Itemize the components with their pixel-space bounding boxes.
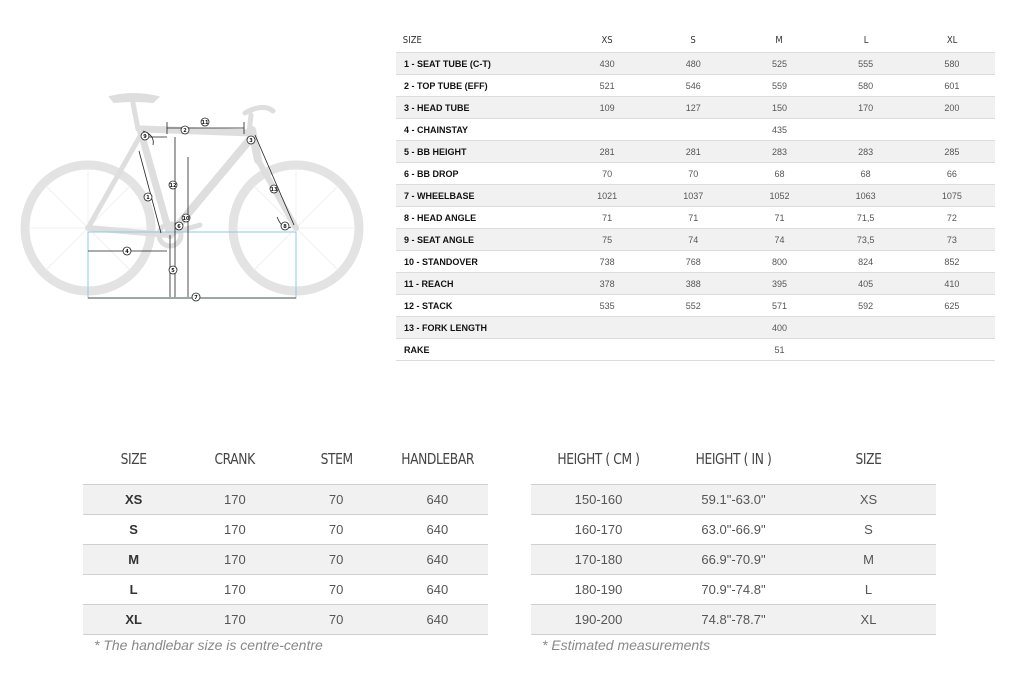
components-row: [83, 605, 488, 635]
components-value: 170: [184, 515, 285, 545]
marker-12: [169, 181, 177, 189]
geometry-value: 768: [650, 251, 736, 273]
fit-value: XS: [801, 485, 936, 515]
geometry-value: 71,5: [823, 207, 909, 229]
marker-8: [281, 222, 289, 230]
geometry-value: 283: [823, 141, 909, 163]
bike-geometry-diagram: [15, 85, 375, 310]
fit-value: 59.1"-63.0": [666, 485, 801, 515]
fit-value: 180-190: [531, 575, 666, 605]
geometry-row: [396, 163, 995, 185]
geometry-value: 521: [564, 75, 650, 97]
geometry-value: 800: [736, 251, 822, 273]
components-value: 170: [184, 485, 285, 515]
components-size: XL: [83, 605, 184, 635]
geometry-value: 388: [650, 273, 736, 295]
geometry-row: [396, 75, 995, 97]
geometry-header-l: L: [829, 28, 902, 53]
fit-value: 150-160: [531, 485, 666, 515]
fit-value: 170-180: [531, 545, 666, 575]
geometry-value: 1021: [564, 185, 650, 207]
svg-text:10: 10: [182, 215, 190, 222]
geometry-value: 601: [909, 75, 995, 97]
fit-value: XL: [801, 605, 936, 635]
fit-value: S: [801, 515, 936, 545]
components-row: [83, 545, 488, 575]
svg-text:5: 5: [171, 267, 175, 274]
fit-value: 190-200: [531, 605, 666, 635]
marker-5: [169, 266, 177, 274]
components-value: 70: [286, 485, 387, 515]
geometry-row-label: 10 - STANDOVER: [396, 251, 564, 273]
components-value: 70: [286, 605, 387, 635]
geometry-row: [396, 339, 995, 361]
svg-text:7: 7: [194, 294, 198, 301]
geometry-value: 1037: [650, 185, 736, 207]
geometry-value: 72: [909, 207, 995, 229]
marker-4: [123, 247, 131, 255]
geometry-value: 555: [823, 53, 909, 75]
components-row: [83, 485, 488, 515]
marker-11: [201, 118, 209, 126]
components-value: 640: [387, 485, 488, 515]
geometry-value: 68: [823, 163, 909, 185]
geometry-value: 71: [736, 207, 822, 229]
geometry-value: 410: [909, 273, 995, 295]
components-header-size: SIZE: [120, 450, 147, 468]
svg-text:9: 9: [143, 133, 147, 140]
marker-13: [270, 185, 278, 193]
geometry-row-label: 3 - HEAD TUBE: [396, 97, 564, 119]
fit-value: 160-170: [531, 515, 666, 545]
fit-row: [531, 545, 936, 575]
geometry-row: [396, 229, 995, 251]
svg-text:8: 8: [283, 223, 287, 230]
components-size: M: [83, 545, 184, 575]
geometry-row-label: 7 - WHEELBASE: [396, 185, 564, 207]
fit-header-1: HEIGHT ( IN ): [695, 450, 772, 468]
geometry-row: [396, 53, 995, 75]
fit-value: M: [801, 545, 936, 575]
geometry-value: 435: [564, 119, 995, 141]
geometry-row-label: 13 - FORK LENGTH: [396, 317, 564, 339]
geometry-row: [396, 317, 995, 339]
geometry-value: 283: [736, 141, 822, 163]
geometry-table: [396, 28, 995, 361]
marker-9: [141, 132, 149, 140]
fit-value: 66.9"-70.9": [666, 545, 801, 575]
geometry-value: 525: [736, 53, 822, 75]
geometry-value: 580: [823, 75, 909, 97]
svg-text:13: 13: [270, 186, 278, 193]
marker-1: [144, 193, 152, 201]
geometry-value: 170: [823, 97, 909, 119]
geometry-value: 74: [736, 229, 822, 251]
marker-10: [182, 214, 190, 222]
geometry-value: 1052: [736, 185, 822, 207]
geometry-value: 395: [736, 273, 822, 295]
geometry-header-m: M: [743, 28, 816, 53]
geometry-value: 571: [736, 295, 822, 317]
geometry-row-label: 1 - SEAT TUBE (C-T): [396, 53, 564, 75]
geometry-value: 73: [909, 229, 995, 251]
components-value: 170: [184, 575, 285, 605]
fit-row: [531, 575, 936, 605]
components-header-stem: STEM: [320, 450, 353, 468]
geometry-value: 430: [564, 53, 650, 75]
geometry-value: 480: [650, 53, 736, 75]
geometry-value: 51: [564, 339, 995, 361]
estimate-note: * Estimated measurements: [542, 637, 711, 653]
components-header-crank: CRANK: [214, 450, 256, 468]
svg-text:1: 1: [146, 194, 150, 201]
geometry-value: 552: [650, 295, 736, 317]
svg-text:6: 6: [177, 223, 181, 230]
geometry-value: 535: [564, 295, 650, 317]
fit-row: [531, 485, 936, 515]
geometry-value: 580: [909, 53, 995, 75]
components-value: 70: [286, 515, 387, 545]
components-value: 70: [286, 575, 387, 605]
components-row: [83, 515, 488, 545]
geometry-row: [396, 295, 995, 317]
geometry-value: 559: [736, 75, 822, 97]
geometry-row-label: 4 - CHAINSTAY: [396, 119, 564, 141]
svg-text:11: 11: [201, 119, 209, 126]
geometry-value: 68: [736, 163, 822, 185]
geometry-row-label: RAKE: [396, 339, 564, 361]
geometry-header-s: S: [657, 28, 730, 53]
geometry-value: 738: [564, 251, 650, 273]
geometry-value: 281: [650, 141, 736, 163]
components-header-handlebar: HANDLEBAR: [401, 450, 474, 468]
geometry-value: 546: [650, 75, 736, 97]
components-size: S: [83, 515, 184, 545]
geometry-row: [396, 185, 995, 207]
fit-value: 70.9"-74.8": [666, 575, 801, 605]
geometry-header-xl: XL: [915, 28, 988, 53]
fit-value: 63.0"-66.9": [666, 515, 801, 545]
geometry-row: [396, 119, 995, 141]
geometry-value: 150: [736, 97, 822, 119]
geometry-value: 71: [564, 207, 650, 229]
marker-7: [192, 293, 200, 301]
marker-2: [181, 126, 189, 134]
geometry-row: [396, 251, 995, 273]
components-value: 640: [387, 545, 488, 575]
geometry-row: [396, 273, 995, 295]
geometry-header-size: SIZE: [396, 28, 539, 53]
geometry-value: 625: [909, 295, 995, 317]
geometry-value: 285: [909, 141, 995, 163]
geometry-value: 109: [564, 97, 650, 119]
fit-header-row: [531, 434, 936, 485]
geometry-value: 71: [650, 207, 736, 229]
geometry-row-label: 2 - TOP TUBE (EFF): [396, 75, 564, 97]
svg-text:3: 3: [249, 137, 253, 144]
components-value: 640: [387, 575, 488, 605]
fit-value: L: [801, 575, 936, 605]
geometry-value: 281: [564, 141, 650, 163]
components-size: XS: [83, 485, 184, 515]
geometry-row-label: 12 - STACK: [396, 295, 564, 317]
geometry-row-label: 5 - BB HEIGHT: [396, 141, 564, 163]
handlebar-note: * The handlebar size is centre-centre: [94, 637, 323, 653]
geometry-row: [396, 141, 995, 163]
geometry-value: 824: [823, 251, 909, 273]
components-header-row: [83, 434, 488, 485]
geometry-value: 852: [909, 251, 995, 273]
components-value: 170: [184, 545, 285, 575]
geometry-value: 70: [564, 163, 650, 185]
geometry-value: 200: [909, 97, 995, 119]
geometry-value: 127: [650, 97, 736, 119]
geometry-row: [396, 97, 995, 119]
guide-box: [88, 232, 296, 298]
geometry-value: 1075: [909, 185, 995, 207]
geometry-header-xs: XS: [570, 28, 643, 53]
marker-6: [175, 222, 183, 230]
geometry-value: 592: [823, 295, 909, 317]
components-value: 70: [286, 545, 387, 575]
geometry-value: 74: [650, 229, 736, 251]
fit-value: 74.8"-78.7": [666, 605, 801, 635]
geometry-value: 70: [650, 163, 736, 185]
geometry-value: 405: [823, 273, 909, 295]
fit-header-0: HEIGHT ( CM ): [557, 450, 640, 468]
fit-header-2: SIZE: [855, 450, 882, 468]
marker-3: [247, 136, 255, 144]
geometry-value: 75: [564, 229, 650, 251]
components-table: [83, 434, 488, 635]
svg-text:12: 12: [169, 182, 177, 189]
geometry-row: [396, 207, 995, 229]
svg-text:2: 2: [183, 127, 187, 134]
components-value: 170: [184, 605, 285, 635]
geometry-value: 400: [564, 317, 995, 339]
geometry-row-label: 8 - HEAD ANGLE: [396, 207, 564, 229]
geometry-value: 66: [909, 163, 995, 185]
rider-fit-table: [531, 434, 936, 635]
geometry-value: 1063: [823, 185, 909, 207]
geometry-value: 73,5: [823, 229, 909, 251]
geometry-row-label: 6 - BB DROP: [396, 163, 564, 185]
components-value: 640: [387, 605, 488, 635]
bike-frame: [88, 94, 296, 246]
geometry-row-label: 11 - REACH: [396, 273, 564, 295]
geometry-row-label: 9 - SEAT ANGLE: [396, 229, 564, 251]
fit-row: [531, 605, 936, 635]
geometry-value: 378: [564, 273, 650, 295]
fit-row: [531, 515, 936, 545]
components-row: [83, 575, 488, 605]
components-size: L: [83, 575, 184, 605]
geometry-header-row: [396, 28, 995, 53]
components-value: 640: [387, 515, 488, 545]
svg-text:4: 4: [125, 248, 129, 255]
